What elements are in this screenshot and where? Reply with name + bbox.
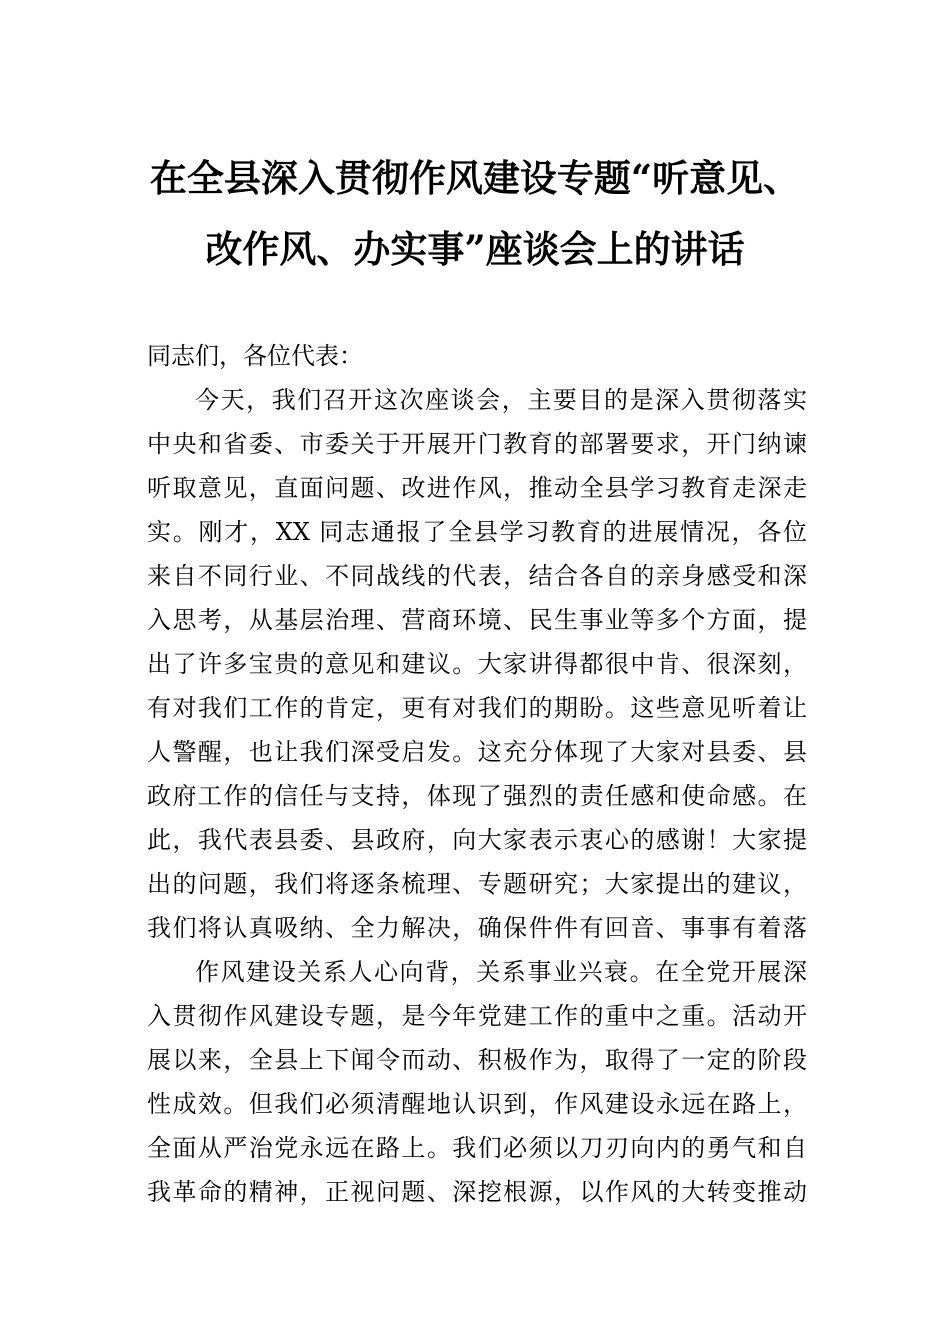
paragraph-1: [147, 378, 807, 950]
text-line: 有对我们工作的肯定，更有对我们的期盼。这些意见听着让: [147, 694, 807, 722]
text-line: 今天，我们召开这次座谈会，主要目的是深入贯彻落实: [195, 386, 807, 414]
text-line: 出的问题，我们将逐条梳理、专题研究；大家提出的建议，: [147, 870, 807, 898]
text-line: 我革命的精神，正视问题、深挖根源，以作风的大转变推动: [147, 1178, 807, 1206]
text-line: 中央和省委、市委关于开展开门教育的部署要求，开门纳谏: [147, 430, 807, 458]
document-title: [0, 156, 950, 271]
document-body: [147, 334, 807, 1214]
text-line: 出了许多宝贵的意见和建议。大家讲得都很中肯、很深刻，: [147, 650, 807, 678]
text-line: 人警醒，也让我们深受启发。这充分体现了大家对县委、县: [147, 738, 807, 766]
salutation: 同志们，各位代表：: [147, 342, 363, 370]
text-line: 政府工作的信任与支持，体现了强烈的责任感和使命感。在: [147, 782, 807, 810]
text-line: 来自不同行业、不同战线的代表，结合各自的亲身感受和深: [147, 562, 807, 590]
paragraph-2: [147, 950, 807, 1214]
text-line: 作风建设关系人心向背，关系事业兴衰。在全党开展深: [195, 958, 807, 986]
text-line: 入思考，从基层治理、营商环境、民生事业等多个方面，提: [147, 606, 807, 634]
text-line: 入贯彻作风建设专题，是今年党建工作的重中之重。活动开: [147, 1002, 807, 1030]
text-line: 性成效。但我们必须清醒地认识到，作风建设永远在路上，: [147, 1090, 807, 1118]
text-line: 全面从严治党永远在路上。我们必须以刀刃向内的勇气和自: [147, 1134, 807, 1162]
text-line: 我们将认真吸纳、全力解决，确保件件有回音、事事有着落: [147, 914, 807, 942]
text-line: 此，我代表县委、县政府，向大家表示衷心的感谢！大家提: [147, 826, 807, 854]
text-line: 展以来，全县上下闻令而动、积极作为，取得了一定的阶段: [147, 1046, 807, 1074]
title-line-2: 改作风、办实事”座谈会上的讲话: [205, 227, 745, 271]
title-line-1: 在全县深入贯彻作风建设专题“听意见、: [149, 156, 801, 200]
text-line: 听取意见，直面问题、改进作风，推动全县学习教育走深走: [147, 474, 807, 502]
text-line: 实。刚才，XX 同志通报了全县学习教育的进展情况，各位: [147, 518, 807, 546]
